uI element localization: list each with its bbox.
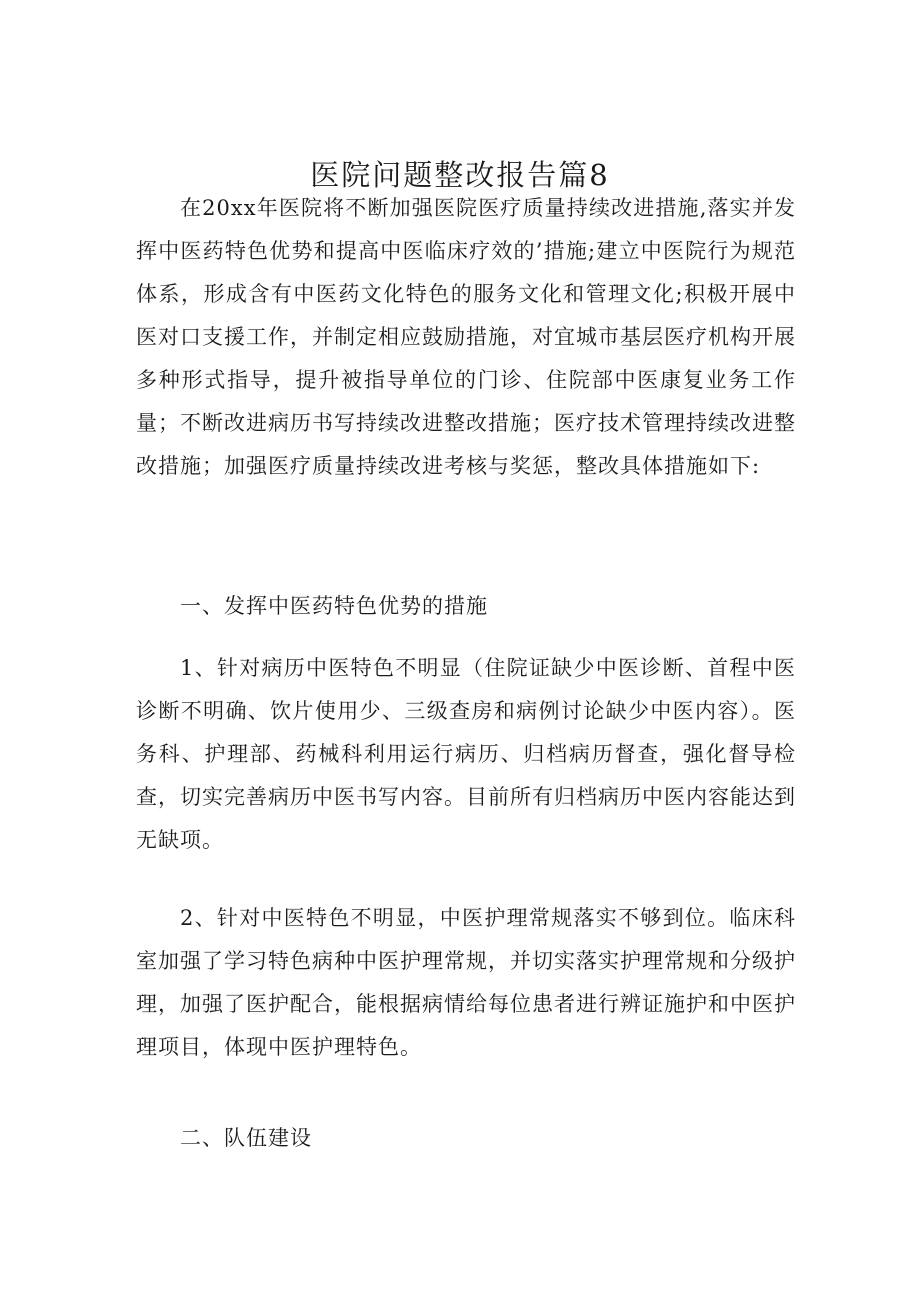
section-2-heading: 二、队伍建设: [180, 1126, 312, 1150]
document-title: 医院问题整改报告篇8: [310, 158, 610, 193]
item-2-block: [136, 897, 796, 1069]
item-2-paragraph: 2、针对中医特色不明显，中医护理常规落实不够到位。临床科室加强了学习特色病种中医护理常规，并切实落实护理常规和分级护理，加强了医护配合，能根据病情给每位患者进行辨证施护和中医护理项目，体现中医护理特色。: [136, 906, 796, 1059]
item-1-paragraph: 1、针对病历中医特色不明显（住院证缺少中医诊断、首程中医诊断不明确、饮片使用少、三级查房和病例讨论缺少中医内容）。医务科、护理部、药械科利用运行病历、归档病历督查，强化督导检查，切实完善病历中医书写内容。目前所有归档病历中医内容能达到无缺项。: [136, 656, 796, 852]
intro-paragraph: 在20xx年医院将不断加强医院医疗质量持续改进措施,落实并发挥中医药特色优势和提高中医临床疗效的’措施;建立中医院行为规范体系，形成含有中医药文化特色的服务文化和管理文化;积极开展中医对口支援工作，并制定相应鼓励措施，对宜城市基层医疗机构开展多种形式指导，提升被指导单位的门诊、住院部中医康复业务工作量；不断改进病历书写持续改进整改措施；医疗技术管理持续改进整改措施；加强医疗质量持续改进考核与奖惩，整改具体措施如下:: [136, 196, 796, 478]
item-1-block: [136, 647, 796, 862]
section-1-heading: 一、发挥中医药特色优势的措施: [180, 594, 488, 618]
section-2-heading-block: [136, 1117, 796, 1160]
section-1-heading-block: [136, 585, 796, 628]
intro-paragraph-block: [136, 187, 796, 488]
